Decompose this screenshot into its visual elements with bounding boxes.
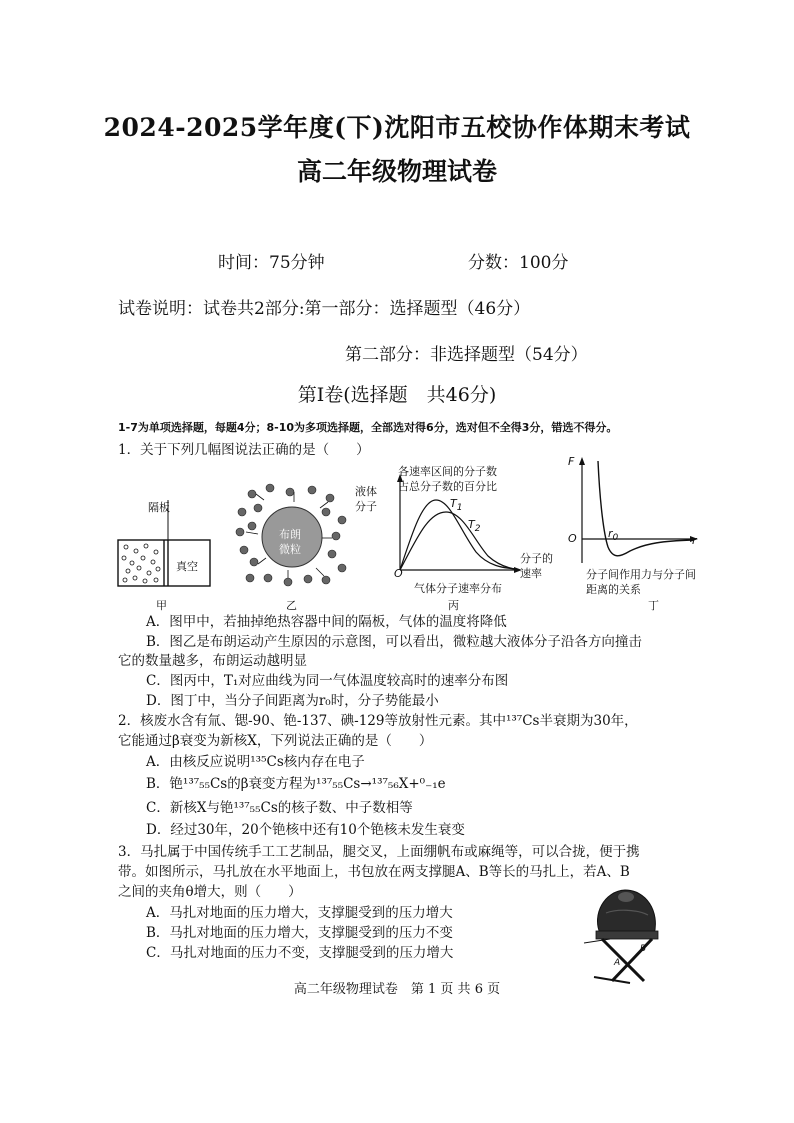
fig-jia-label: 甲 — [156, 599, 167, 612]
fig-yi-liquid-label-2: 分子 — [355, 500, 377, 513]
fig-stool-theta-label: θ — [628, 940, 633, 949]
section-title: 第Ⅰ卷(选择题 共46分) — [297, 384, 497, 406]
q2-option-d: D．经过30年，20个铯核中还有10个铯核未发生衰变 — [146, 822, 465, 838]
exam-score: 分数：100分 — [468, 253, 569, 273]
fig-ding-caption-2: 距离的关系 — [586, 583, 641, 596]
exam-description-2: 第二部分：非选择题型（54分） — [345, 345, 588, 365]
exam-title: 2024-2025学年度(下)沈阳市五校协作体期末考试 — [103, 113, 691, 142]
fig-ding-xaxis: r — [692, 534, 697, 547]
figure-stool — [570, 885, 680, 985]
q2-option-a: A．由核反应说明¹³⁵Cs核内存在电子 — [146, 754, 365, 770]
figure-ding — [568, 455, 703, 565]
fig-ding-caption-1: 分子间作用力与分子间 — [586, 568, 696, 581]
q3-option-b: B．马扎对地面的压力增大，支撑腿受到的压力不变 — [146, 925, 453, 941]
q3-stem-2: 带。如图所示，马扎放在水平地面上，书包放在两支撑腿A、B等长的马扎上，若A、B — [118, 864, 630, 880]
fig-stool-a-label: A — [614, 958, 621, 968]
section-instructions: 1-7为单项选择题，每题4分；8-10为多项选择题，全部选对得6分，选对但不全得3分，错选不得分。 — [118, 421, 618, 434]
fig-jia-vacuum-label: 真空 — [176, 560, 198, 573]
fig-bing-caption: 气体分子速率分布 — [414, 582, 502, 595]
fig-bing-t1-label: $T_1$ — [450, 497, 463, 514]
fig-ding-label: 丁 — [648, 599, 659, 612]
fig-stool-b-label: B — [640, 944, 647, 954]
fig-bing-label: 丙 — [448, 599, 459, 612]
exam-subtitle: 高二年级物理试卷 — [296, 157, 497, 186]
fig-yi-liquid-label: 液体 — [355, 485, 377, 498]
q3-option-a: A．马扎对地面的压力增大，支撑腿受到的压力增大 — [146, 905, 453, 921]
fig-bing-xlabel-2: 速率 — [520, 567, 542, 580]
q2-option-b: B．铯¹³⁷₅₅Cs的β衰变方程为¹³⁷₅₅Cs→¹³⁷₅₆X+⁰₋₁e — [146, 776, 446, 792]
exam-description-1: 试卷说明：试卷共2部分:第一部分：选择题型（46分） — [118, 299, 531, 319]
fig-ding-yaxis: F — [568, 455, 575, 468]
q2-stem-1: 2．核废水含有氚、锶-90、铯-137、碘-129等放射性元素。其中¹³⁷Cs半衰期为30年， — [118, 713, 638, 729]
fig-bing-ylabel-2: 占总分子数的百分比 — [398, 480, 497, 493]
fig-bing-ylabel-1: 各速率区间的分子数 — [398, 465, 497, 478]
fig-bing-t2-label: $T_2$ — [468, 518, 481, 535]
fig-ding-origin: O — [568, 532, 577, 545]
q1-option-d: D．图丁中，当分子间距离为r₀时，分子势能最小 — [146, 693, 439, 709]
q1-stem: 1．关于下列几幅图说法正确的是（ ） — [118, 442, 370, 458]
fig-jia-partition-label: 隔板 — [148, 501, 170, 514]
q3-stem-1: 3．马扎属于中国传统手工工艺制品，腿交叉，上面绷帆布或麻绳等，可以合拢，便于携 — [118, 844, 640, 860]
fig-bing-xlabel-1: 分子的 — [520, 552, 553, 565]
q1-option-b: B．图乙是布朗运动产生原因的示意图，可以看出，微粒越大液体分子沿各方向撞击 — [146, 634, 642, 650]
fig-yi-particle-label-2: 微粒 — [279, 543, 301, 556]
q3-option-c: C．马扎对地面的压力不变，支撑腿受到的压力增大 — [146, 945, 454, 961]
q1-option-c: C．图丙中，T₁对应曲线为同一气体温度较高时的速率分布图 — [146, 673, 509, 689]
q1-option-a: A．图甲中，若抽掉绝热容器中间的隔板，气体的温度将降低 — [146, 614, 507, 630]
fig-bing-origin: O — [394, 567, 403, 580]
q1-option-b-cont: 它的数量越多，布朗运动越明显 — [118, 653, 307, 669]
exam-time: 时间：75分钟 — [218, 253, 325, 273]
fig-yi-label: 乙 — [286, 599, 297, 612]
fig-ding-r0-label: $r_0$ — [608, 527, 619, 544]
q2-stem-2: 它能通过β衰变为新核X，下列说法正确的是（ ） — [118, 733, 433, 749]
fig-yi-particle-label: 布朗 — [279, 528, 301, 541]
q3-stem-3: 之间的夹角θ增大，则（ ） — [118, 884, 302, 900]
page-footer: 高二年级物理试卷 第 1 页 共 6 页 — [293, 982, 501, 997]
q2-option-c: C．新核X与铯¹³⁷₅₅Cs的核子数、中子数相等 — [146, 800, 413, 816]
